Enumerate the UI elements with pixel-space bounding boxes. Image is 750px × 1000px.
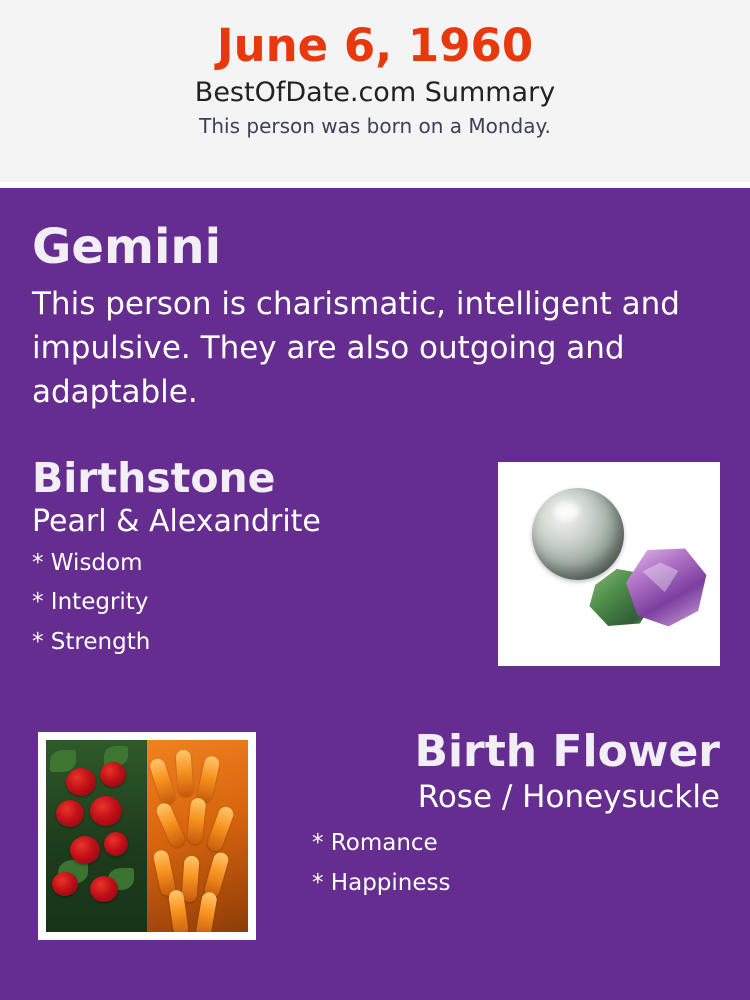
birthstone-name: Pearl & Alexandrite bbox=[32, 503, 321, 539]
birth-day-text: This person was born on a Monday. bbox=[199, 114, 551, 139]
birthstone-image bbox=[498, 462, 720, 666]
birthstone-trait: * Strength bbox=[32, 628, 151, 655]
birthstone-section bbox=[30, 456, 720, 676]
birthflower-section bbox=[30, 728, 720, 938]
roses-photo bbox=[46, 740, 147, 932]
birthflower-image bbox=[38, 732, 256, 940]
birthflower-image-inner bbox=[46, 740, 248, 932]
birthflower-text bbox=[278, 728, 720, 897]
alexandrite-gem-icon bbox=[626, 548, 708, 626]
birthstone-trait: * Integrity bbox=[32, 589, 149, 616]
birthstone-trait: * Wisdom bbox=[32, 549, 143, 576]
birthflower-trait: * Happiness bbox=[312, 869, 451, 896]
site-summary-label: BestOfDate.com Summary bbox=[194, 77, 556, 109]
birthflower-name: Rose / Honeysuckle bbox=[417, 778, 720, 815]
page-header bbox=[0, 0, 750, 182]
birthstone-image-inner bbox=[506, 470, 712, 658]
zodiac-description: This person is charismatic, intelligent and impulsive. They are also outgoing and adaptable. bbox=[32, 286, 680, 411]
honeysuckle-photo bbox=[147, 740, 248, 932]
zodiac-sign-title: Gemini bbox=[32, 219, 222, 275]
birthflower-title: Birth Flower bbox=[414, 726, 720, 778]
details-panel bbox=[0, 188, 750, 1000]
birthflower-trait: * Romance bbox=[312, 830, 438, 857]
birthstone-title: Birthstone bbox=[32, 454, 276, 503]
page-title: June 6, 1960 bbox=[216, 19, 534, 72]
pearl-icon bbox=[532, 488, 624, 580]
